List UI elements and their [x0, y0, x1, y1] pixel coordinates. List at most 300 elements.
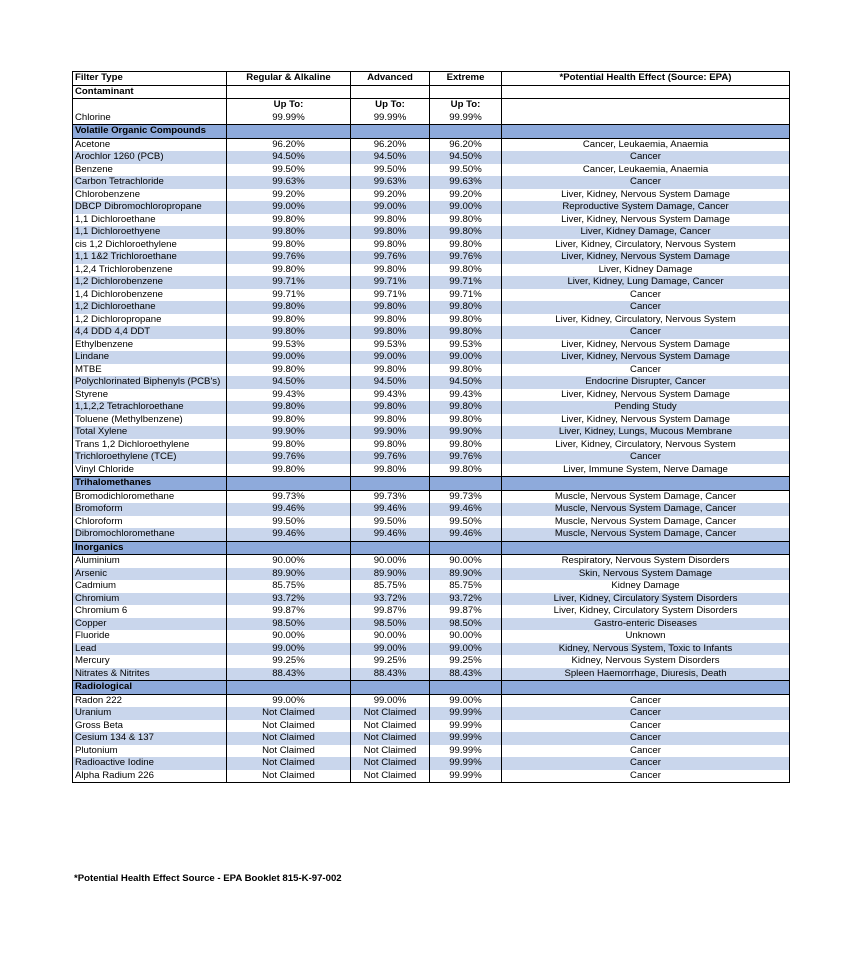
health-effect: Liver, Kidney, Nervous System Damage	[502, 214, 790, 227]
extreme-value: 99.90%	[430, 426, 502, 439]
health-effect: Muscle, Nervous System Damage, Cancer	[502, 490, 790, 503]
contaminant-name: Arsenic	[73, 568, 227, 581]
health-effect: Muscle, Nervous System Damage, Cancer	[502, 528, 790, 541]
health-effect: Reproductive System Damage, Cancer	[502, 201, 790, 214]
advanced-value: 99.46%	[351, 503, 430, 516]
contaminant-table	[72, 71, 790, 783]
contaminant-name: 4,4 DDD 4,4 DDT	[73, 326, 227, 339]
health-effect: Liver, Kidney, Nervous System Damage	[502, 414, 790, 427]
health-effect: Liver, Kidney, Circulatory, Nervous System	[502, 439, 790, 452]
health-effect: Cancer	[502, 364, 790, 377]
regular-value: 93.72%	[227, 593, 351, 606]
contaminant-name: Bromodichloromethane	[73, 490, 227, 503]
health-effect: Respiratory, Nervous System Disorders	[502, 555, 790, 568]
table-row	[73, 239, 790, 252]
regular-value: 99.00%	[227, 694, 351, 707]
health-effect: Cancer	[502, 707, 790, 720]
advanced-value: 89.90%	[351, 568, 430, 581]
advanced-value: 99.80%	[351, 239, 430, 252]
advanced-value: 99.87%	[351, 605, 430, 618]
regular-value: 99.50%	[227, 516, 351, 529]
extreme-value: 99.50%	[430, 516, 502, 529]
advanced-value: 98.50%	[351, 618, 430, 631]
regular-value: 99.76%	[227, 451, 351, 464]
regular-value: 99.50%	[227, 164, 351, 177]
advanced-value: Not Claimed	[351, 757, 430, 770]
table-row	[73, 226, 790, 239]
up-to-row	[73, 99, 790, 112]
regular-value: 99.80%	[227, 439, 351, 452]
advanced-value: 99.80%	[351, 264, 430, 277]
advanced-value: 99.80%	[351, 401, 430, 414]
contaminant-name: Mercury	[73, 655, 227, 668]
up-to-advanced: Up To:	[351, 99, 430, 112]
advanced-value: 99.46%	[351, 528, 430, 541]
advanced-value: 99.25%	[351, 655, 430, 668]
advanced-header: Advanced	[351, 72, 430, 86]
table-row	[73, 389, 790, 402]
regular-value: 99.53%	[227, 339, 351, 352]
regular-value: 99.71%	[227, 276, 351, 289]
health-effect: Liver, Kidney, Lungs, Mucous Membrane	[502, 426, 790, 439]
contaminant-label: Contaminant	[73, 85, 227, 99]
regular-value: 99.43%	[227, 389, 351, 402]
table-row	[73, 745, 790, 758]
contaminant-name: Cadmium	[73, 580, 227, 593]
contaminant-name: Trichloroethylene (TCE)	[73, 451, 227, 464]
table-row	[73, 176, 790, 189]
health-effect: Liver, Kidney, Nervous System Damage	[502, 351, 790, 364]
health-effect: Liver, Kidney, Nervous System Damage	[502, 251, 790, 264]
health-effect: Cancer	[502, 151, 790, 164]
health-effect-header: *Potential Health Effect (Source: EPA)	[502, 72, 790, 86]
advanced-value: Not Claimed	[351, 745, 430, 758]
contaminant-name: Chloroform	[73, 516, 227, 529]
table-row	[73, 339, 790, 352]
extreme-value: 99.99%	[430, 745, 502, 758]
extreme-value: 99.25%	[430, 655, 502, 668]
extreme-value: 99.71%	[430, 289, 502, 302]
health-effect: Cancer	[502, 289, 790, 302]
health-effect: Kidney Damage	[502, 580, 790, 593]
regular-value: 99.71%	[227, 289, 351, 302]
health-effect: Cancer	[502, 301, 790, 314]
table-row	[73, 201, 790, 214]
advanced-value: 99.50%	[351, 164, 430, 177]
contaminant-name: Plutonium	[73, 745, 227, 758]
table-row	[73, 301, 790, 314]
regular-value: 99.80%	[227, 401, 351, 414]
extreme-value: 99.87%	[430, 605, 502, 618]
section-title: Inorganics	[73, 541, 227, 555]
contaminant-name: Chlorine	[73, 112, 227, 125]
section-title: Radiological	[73, 681, 227, 695]
advanced-value: 90.00%	[351, 555, 430, 568]
extreme-value: 99.46%	[430, 503, 502, 516]
regular-value: 99.80%	[227, 414, 351, 427]
health-effect: Gastro-enteric Diseases	[502, 618, 790, 631]
contaminant-name: Arochlor 1260 (PCB)	[73, 151, 227, 164]
extreme-value: 99.00%	[430, 643, 502, 656]
health-effect: Liver, Kidney, Circulatory System Disorders	[502, 605, 790, 618]
health-effect: Cancer	[502, 720, 790, 733]
contaminant-name: Toluene (Methylbenzene)	[73, 414, 227, 427]
regular-value: 99.00%	[227, 643, 351, 656]
section-title: Volatile Organic Compounds	[73, 125, 227, 139]
advanced-value: 99.43%	[351, 389, 430, 402]
advanced-value: 99.63%	[351, 176, 430, 189]
table-row	[73, 314, 790, 327]
health-effect: Pending Study	[502, 401, 790, 414]
contaminant-name: Fluoride	[73, 630, 227, 643]
table-row	[73, 376, 790, 389]
extreme-value: 99.50%	[430, 164, 502, 177]
regular-value: 88.43%	[227, 668, 351, 681]
advanced-value: 99.00%	[351, 694, 430, 707]
health-effect: Muscle, Nervous System Damage, Cancer	[502, 503, 790, 516]
table-row	[73, 655, 790, 668]
health-effect: Liver, Kidney, Circulatory, Nervous System	[502, 314, 790, 327]
extreme-value: 99.99%	[430, 707, 502, 720]
regular-value: 99.80%	[227, 226, 351, 239]
table-row	[73, 593, 790, 606]
table-row	[73, 151, 790, 164]
regular-value: 99.80%	[227, 264, 351, 277]
advanced-value: 99.73%	[351, 490, 430, 503]
contaminant-name: 1,1 Dichloroethane	[73, 214, 227, 227]
advanced-value: Not Claimed	[351, 770, 430, 783]
health-effect: Liver, Kidney Damage	[502, 264, 790, 277]
section-title: Trihalomethanes	[73, 477, 227, 491]
extreme-value: 99.43%	[430, 389, 502, 402]
chlorine-row	[73, 112, 790, 125]
health-effect: Liver, Kidney, Nervous System Damage	[502, 389, 790, 402]
advanced-value: Not Claimed	[351, 707, 430, 720]
health-effect: Endocrine Disrupter, Cancer	[502, 376, 790, 389]
table-row	[73, 214, 790, 227]
table-row	[73, 668, 790, 681]
section-header	[73, 681, 790, 695]
extreme-header: Extreme	[430, 72, 502, 86]
health-effect: Cancer	[502, 745, 790, 758]
advanced-value: 99.80%	[351, 314, 430, 327]
extreme-value: 99.80%	[430, 414, 502, 427]
regular-value: 99.99%	[227, 112, 351, 125]
table-row	[73, 326, 790, 339]
health-effect: Liver, Kidney, Lung Damage, Cancer	[502, 276, 790, 289]
contaminant-name: Radon 222	[73, 694, 227, 707]
contaminant-name: Gross Beta	[73, 720, 227, 733]
advanced-value: 99.71%	[351, 289, 430, 302]
contaminant-name: 1,2 Dichloroethane	[73, 301, 227, 314]
contaminant-name: Chromium 6	[73, 605, 227, 618]
extreme-value: 99.80%	[430, 464, 502, 477]
health-effect: Cancer	[502, 770, 790, 783]
extreme-value: 99.80%	[430, 401, 502, 414]
extreme-value: 99.73%	[430, 490, 502, 503]
contaminant-name: 1,4 Dichlorobenzene	[73, 289, 227, 302]
health-effect: Liver, Kidney, Circulatory, Nervous System	[502, 239, 790, 252]
contaminant-name: 1,2,4 Trichlorobenzene	[73, 264, 227, 277]
regular-value: 99.80%	[227, 239, 351, 252]
contaminant-name: Lead	[73, 643, 227, 656]
extreme-value: 85.75%	[430, 580, 502, 593]
advanced-value: 94.50%	[351, 151, 430, 164]
regular-value: 99.46%	[227, 503, 351, 516]
advanced-value: 90.00%	[351, 630, 430, 643]
section-header	[73, 541, 790, 555]
advanced-value: 99.50%	[351, 516, 430, 529]
advanced-value: Not Claimed	[351, 720, 430, 733]
table-row	[73, 401, 790, 414]
regular-value: 99.80%	[227, 301, 351, 314]
footnote: *Potential Health Effect Source - EPA Booklet 815-K-97-002	[74, 873, 342, 884]
health-effect: Kidney, Nervous System Disorders	[502, 655, 790, 668]
table-header-row	[73, 72, 790, 86]
extreme-value: 94.50%	[430, 376, 502, 389]
regular-value: Not Claimed	[227, 732, 351, 745]
contaminant-name: Acetone	[73, 138, 227, 151]
table-row	[73, 516, 790, 529]
contaminant-name: 1,1,2,2 Tetrachloroethane	[73, 401, 227, 414]
regular-value: 89.90%	[227, 568, 351, 581]
regular-value: 94.50%	[227, 151, 351, 164]
table-row	[73, 490, 790, 503]
advanced-value: 99.76%	[351, 251, 430, 264]
contaminant-name: Carbon Tetrachloride	[73, 176, 227, 189]
contaminant-name: Lindane	[73, 351, 227, 364]
extreme-value: 99.80%	[430, 264, 502, 277]
health-effect: Kidney, Nervous System, Toxic to Infants	[502, 643, 790, 656]
advanced-value: 99.76%	[351, 451, 430, 464]
extreme-value: 99.80%	[430, 326, 502, 339]
extreme-value: 99.80%	[430, 314, 502, 327]
contaminant-name: Cesium 134 & 137	[73, 732, 227, 745]
advanced-value: 99.71%	[351, 276, 430, 289]
contaminant-name: MTBE	[73, 364, 227, 377]
extreme-value: 89.90%	[430, 568, 502, 581]
table-row	[73, 732, 790, 745]
extreme-value: 99.80%	[430, 364, 502, 377]
advanced-value: 99.99%	[351, 112, 430, 125]
table-row	[73, 451, 790, 464]
regular-value: 85.75%	[227, 580, 351, 593]
extreme-value: 99.20%	[430, 189, 502, 202]
table-row	[73, 618, 790, 631]
extreme-value: 99.99%	[430, 732, 502, 745]
extreme-value: 99.99%	[430, 757, 502, 770]
health-effect: Skin, Nervous System Damage	[502, 568, 790, 581]
health-effect: Spleen Haemorrhage, Diuresis, Death	[502, 668, 790, 681]
regular-value: 94.50%	[227, 376, 351, 389]
table-row	[73, 568, 790, 581]
table-row	[73, 605, 790, 618]
advanced-value: 93.72%	[351, 593, 430, 606]
contaminant-name: DBCP Dibromochloropropane	[73, 201, 227, 214]
extreme-value: 99.63%	[430, 176, 502, 189]
advanced-value: 99.80%	[351, 364, 430, 377]
advanced-value: 99.80%	[351, 464, 430, 477]
extreme-value: 99.00%	[430, 201, 502, 214]
contaminant-name: Chlorobenzene	[73, 189, 227, 202]
regular-value: 99.80%	[227, 364, 351, 377]
extreme-value: 99.53%	[430, 339, 502, 352]
table-row	[73, 555, 790, 568]
regular-value: 99.63%	[227, 176, 351, 189]
contaminant-name: Total Xylene	[73, 426, 227, 439]
advanced-value: 99.53%	[351, 339, 430, 352]
regular-value: 99.76%	[227, 251, 351, 264]
table-row	[73, 138, 790, 151]
up-to-regular: Up To:	[227, 99, 351, 112]
advanced-value: 99.80%	[351, 414, 430, 427]
filter-type-header: Filter Type	[73, 72, 227, 86]
table-row	[73, 643, 790, 656]
advanced-value: Not Claimed	[351, 732, 430, 745]
table-row	[73, 707, 790, 720]
contaminant-name: Benzene	[73, 164, 227, 177]
section-header	[73, 125, 790, 139]
regular-value: 96.20%	[227, 138, 351, 151]
contaminant-name: Ethylbenzene	[73, 339, 227, 352]
health-effect: Cancer, Leukaemia, Anaemia	[502, 164, 790, 177]
extreme-value: 90.00%	[430, 555, 502, 568]
extreme-value: 99.00%	[430, 694, 502, 707]
contaminant-name: Nitrates & Nitrites	[73, 668, 227, 681]
extreme-value: 99.80%	[430, 301, 502, 314]
up-to-extreme: Up To:	[430, 99, 502, 112]
table-row	[73, 276, 790, 289]
health-effect: Cancer	[502, 694, 790, 707]
health-effect: Cancer	[502, 326, 790, 339]
extreme-value: 93.72%	[430, 593, 502, 606]
advanced-value: 99.80%	[351, 301, 430, 314]
extreme-value: 94.50%	[430, 151, 502, 164]
extreme-value: 99.80%	[430, 226, 502, 239]
advanced-value: 99.90%	[351, 426, 430, 439]
health-effect: Liver, Kidney, Nervous System Damage	[502, 339, 790, 352]
regular-value: 99.46%	[227, 528, 351, 541]
table-row	[73, 720, 790, 733]
advanced-value: 99.80%	[351, 226, 430, 239]
advanced-value: 99.80%	[351, 439, 430, 452]
contaminant-name: Bromoform	[73, 503, 227, 516]
health-effect: Liver, Kidney, Circulatory System Disorders	[502, 593, 790, 606]
health-effect: Liver, Kidney, Nervous System Damage	[502, 189, 790, 202]
table-row	[73, 464, 790, 477]
regular-value: 99.00%	[227, 201, 351, 214]
advanced-value: 96.20%	[351, 138, 430, 151]
table-row	[73, 364, 790, 377]
extreme-value: 99.99%	[430, 770, 502, 783]
extreme-value: 99.76%	[430, 451, 502, 464]
extreme-value: 88.43%	[430, 668, 502, 681]
table-row	[73, 426, 790, 439]
health-effect: Liver, Immune System, Nerve Damage	[502, 464, 790, 477]
health-effect: Unknown	[502, 630, 790, 643]
contaminant-name: Chromium	[73, 593, 227, 606]
regular-value: Not Claimed	[227, 707, 351, 720]
regular-value: 99.73%	[227, 490, 351, 503]
contaminant-name: Dibromochloromethane	[73, 528, 227, 541]
section-header	[73, 477, 790, 491]
regular-value: 99.00%	[227, 351, 351, 364]
health-effect: Cancer	[502, 451, 790, 464]
table-row	[73, 251, 790, 264]
health-effect: Cancer	[502, 732, 790, 745]
extreme-value: 99.80%	[430, 439, 502, 452]
table-row	[73, 630, 790, 643]
contaminant-name: 1,2 Dichloropropane	[73, 314, 227, 327]
table-row	[73, 528, 790, 541]
table-row	[73, 264, 790, 277]
extreme-value: 99.99%	[430, 720, 502, 733]
contaminant-name: Trans 1,2 Dichloroethylene	[73, 439, 227, 452]
regular-value: Not Claimed	[227, 745, 351, 758]
table-row	[73, 757, 790, 770]
extreme-value: 96.20%	[430, 138, 502, 151]
contaminant-name: Aluminium	[73, 555, 227, 568]
table-row	[73, 351, 790, 364]
table-row	[73, 289, 790, 302]
health-effect: Liver, Kidney Damage, Cancer	[502, 226, 790, 239]
advanced-value: 99.80%	[351, 326, 430, 339]
contaminant-name: Polychlorinated Biphenyls (PCB's)	[73, 376, 227, 389]
regular-value: 99.25%	[227, 655, 351, 668]
health-effect: Cancer, Leukaemia, Anaemia	[502, 138, 790, 151]
advanced-value: 99.00%	[351, 643, 430, 656]
contaminant-name: cis 1,2 Dichloroethylene	[73, 239, 227, 252]
regular-value: 99.90%	[227, 426, 351, 439]
contaminant-name: Copper	[73, 618, 227, 631]
table-row	[73, 439, 790, 452]
regular-value: 90.00%	[227, 555, 351, 568]
advanced-value: 94.50%	[351, 376, 430, 389]
advanced-value: 99.00%	[351, 201, 430, 214]
extreme-value: 99.00%	[430, 351, 502, 364]
health-effect: Cancer	[502, 176, 790, 189]
contaminant-row	[73, 85, 790, 99]
advanced-value: 99.80%	[351, 214, 430, 227]
regular-value: 99.80%	[227, 214, 351, 227]
extreme-value: 99.99%	[430, 112, 502, 125]
regular-value: 90.00%	[227, 630, 351, 643]
advanced-value: 99.20%	[351, 189, 430, 202]
health-effect: Cancer	[502, 757, 790, 770]
extreme-value: 90.00%	[430, 630, 502, 643]
regular-alkaline-header: Regular & Alkaline	[227, 72, 351, 86]
extreme-value: 99.80%	[430, 239, 502, 252]
contaminant-name: 1,1 Dichloroethyene	[73, 226, 227, 239]
health-effect	[502, 112, 790, 125]
extreme-value: 98.50%	[430, 618, 502, 631]
extreme-value: 99.46%	[430, 528, 502, 541]
regular-value: 99.87%	[227, 605, 351, 618]
advanced-value: 85.75%	[351, 580, 430, 593]
regular-value: 99.20%	[227, 189, 351, 202]
table-row	[73, 503, 790, 516]
table-row	[73, 189, 790, 202]
table-row	[73, 770, 790, 783]
regular-value: 99.80%	[227, 326, 351, 339]
table-row	[73, 694, 790, 707]
table-row	[73, 414, 790, 427]
table-row	[73, 580, 790, 593]
extreme-value: 99.80%	[430, 214, 502, 227]
extreme-value: 99.71%	[430, 276, 502, 289]
health-effect: Muscle, Nervous System Damage, Cancer	[502, 516, 790, 529]
advanced-value: 88.43%	[351, 668, 430, 681]
